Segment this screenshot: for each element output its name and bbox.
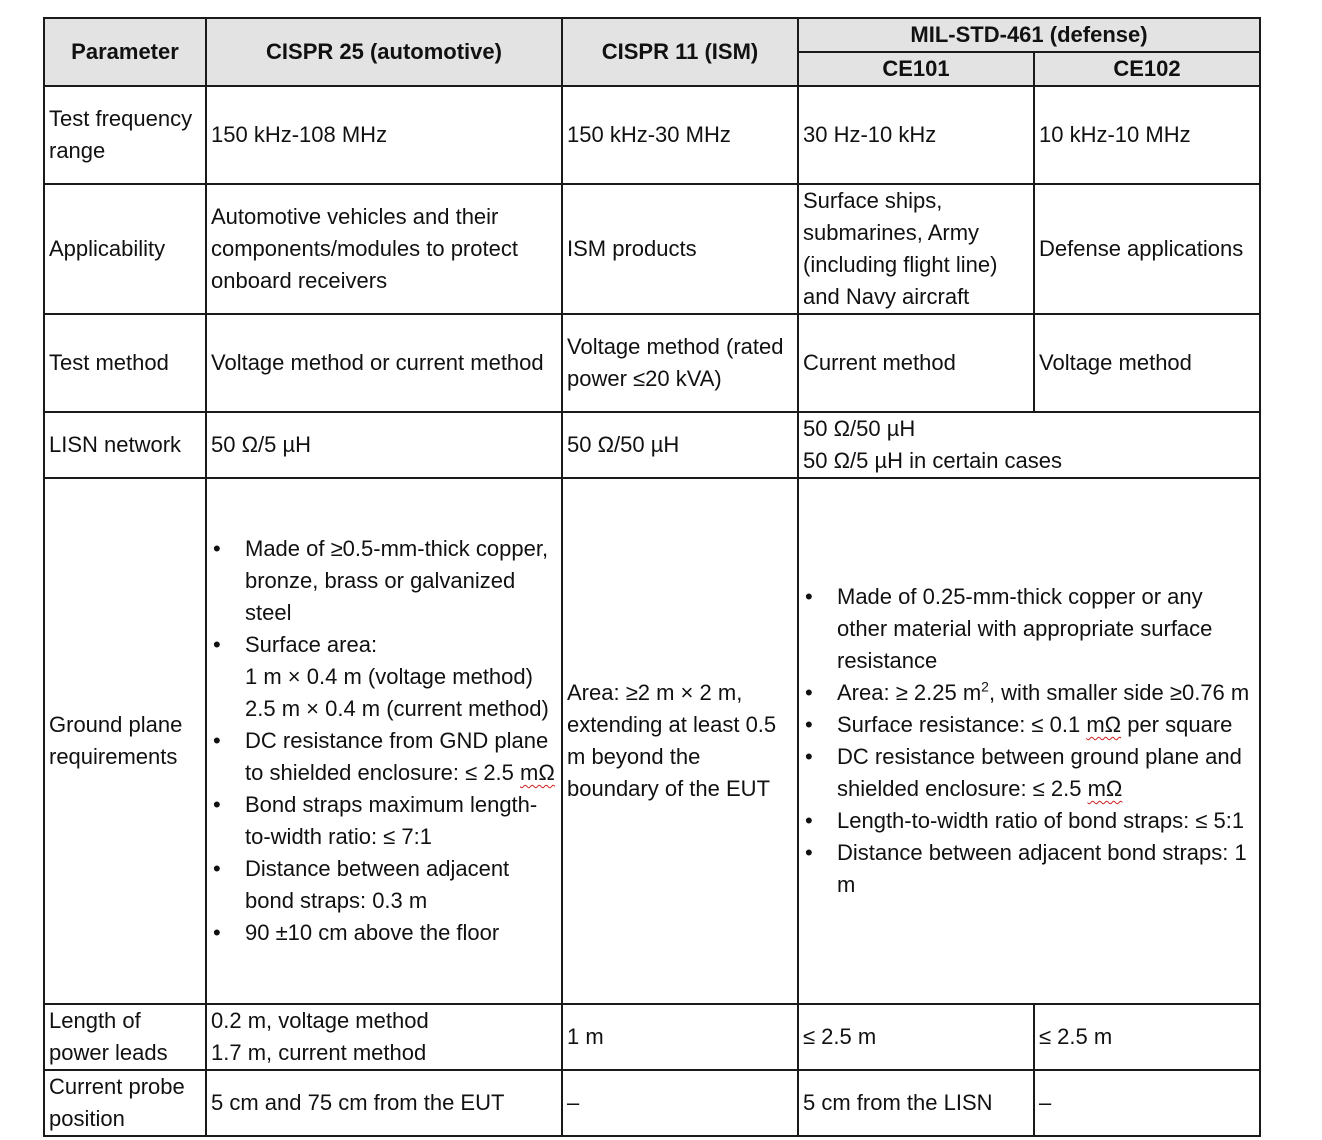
probe-cispr25: 5 cm and 75 cm from the EUT: [206, 1070, 562, 1136]
leads-ce101: ≤ 2.5 m: [798, 1004, 1034, 1070]
row-frequency: [44, 86, 1260, 184]
ground-mil: [798, 478, 1260, 1004]
list-item: • Distance between adjacent bond straps: 1 m: [803, 837, 1255, 901]
method-cispr25: Voltage method or current method: [206, 314, 562, 412]
list-item: • Made of 0.25-mm-thick copper or any other material with appropriate surface resistance: [803, 581, 1255, 677]
ground-area-heading: • Surface area:: [245, 632, 378, 657]
list-item: [211, 725, 557, 789]
freq-cispr25: 150 kHz-108 MHz: [206, 86, 562, 184]
area-superscript: 2: [981, 678, 989, 695]
row-power-leads: [44, 1004, 1260, 1070]
applicability-ce102: Defense applications: [1034, 184, 1260, 314]
list-item: • Length-to-width ratio of bond straps: ≤ 5:1: [803, 805, 1255, 837]
header-parameter: Parameter: [44, 18, 206, 86]
row-lisn: [44, 412, 1260, 478]
method-cispr11: Voltage method (rated power ≤20 kVA): [562, 314, 798, 412]
surface-resistance-unit: mΩ: [1086, 712, 1122, 737]
dc-resistance-text: DC resistance from GND plane to shielded enclosure: ≤ 2.5: [245, 728, 549, 785]
ground-area-current: 2.5 m × 0.4 m (current method): [245, 696, 549, 721]
list-item: • Distance between adjacent bond straps: 0.3 m: [211, 853, 557, 917]
list-item: [803, 741, 1255, 805]
row-test-method: [44, 314, 1260, 412]
probe-cispr11: –: [562, 1070, 798, 1136]
dc-resistance-unit: mΩ: [520, 760, 555, 785]
row-applicability: [44, 184, 1260, 314]
lisn-mil-line2: 50 Ω/5 µH in certain cases: [803, 448, 1063, 473]
label-lisn: LISN network: [44, 412, 206, 478]
label-ground-plane: Ground plane requirements: [44, 478, 206, 1004]
ground-cispr25: [206, 478, 562, 1004]
list-item: [803, 677, 1255, 709]
surface-resistance-text: Surface resistance: ≤ 0.1: [837, 712, 1087, 737]
freq-ce102: 10 kHz-10 MHz: [1034, 86, 1260, 184]
applicability-cispr25: Automotive vehicles and their components/modules to protect onboard receivers: [206, 184, 562, 314]
leads-cispr25: [206, 1004, 562, 1070]
emission-standards-table: [43, 17, 1261, 1137]
header-ce102: CE102: [1034, 52, 1260, 86]
area-text: Area: ≥ 2.25 m: [837, 680, 982, 705]
probe-ce101: 5 cm from the LISN: [798, 1070, 1034, 1136]
lisn-cispr11: 50 Ω/50 µH: [562, 412, 798, 478]
leads-cispr25-line2: 1.7 m, current method: [211, 1040, 427, 1065]
freq-cispr11: 150 kHz-30 MHz: [562, 86, 798, 184]
lisn-cispr25: 50 Ω/5 µH: [206, 412, 562, 478]
leads-cispr11: 1 m: [562, 1004, 798, 1070]
leads-cispr25-line1: 0.2 m, voltage method: [211, 1008, 429, 1033]
list-item: • Bond straps maximum length-to-width ratio: ≤ 7:1: [211, 789, 557, 853]
header-mil-std: MIL-STD-461 (defense): [798, 18, 1260, 52]
label-probe-position: Current probe position: [44, 1070, 206, 1136]
leads-ce102: ≤ 2.5 m: [1034, 1004, 1260, 1070]
header-cispr11: CISPR 11 (ISM): [562, 18, 798, 86]
header-ce101: CE101: [798, 52, 1034, 86]
ground-cispr11: Area: ≥2 m × 2 m, extending at least 0.5 m beyond the boundary of the EUT: [562, 478, 798, 1004]
label-power-leads: Length of power leads: [44, 1004, 206, 1070]
surface-resistance-post: per square: [1121, 712, 1233, 737]
probe-ce102: –: [1034, 1070, 1260, 1136]
ground-mil-list: [803, 581, 1255, 901]
list-item: • 90 ±10 cm above the floor: [211, 917, 557, 949]
applicability-cispr11: ISM products: [562, 184, 798, 314]
area-text-post: , with smaller side ≥0.76 m: [988, 680, 1250, 705]
row-ground-plane: [44, 478, 1260, 1004]
list-item: • Made of ≥0.5-mm-thick copper, bronze, brass or galvanized steel: [211, 533, 557, 629]
label-frequency: Test frequency range: [44, 86, 206, 184]
label-test-method: Test method: [44, 314, 206, 412]
method-ce102: Voltage method: [1034, 314, 1260, 412]
lisn-mil: [798, 412, 1260, 478]
label-applicability: Applicability: [44, 184, 206, 314]
ground-cispr25-list: [211, 533, 557, 949]
ground-area-voltage: 1 m × 0.4 m (voltage method): [245, 664, 533, 689]
freq-ce101: 30 Hz-10 kHz: [798, 86, 1034, 184]
lisn-mil-line1: 50 Ω/50 µH: [803, 416, 916, 441]
mil-dc-resistance-unit: mΩ: [1087, 776, 1123, 801]
header-cispr25: CISPR 25 (automotive): [206, 18, 562, 86]
mil-dc-resistance-text: DC resistance between ground plane and shielded enclosure: ≤ 2.5: [837, 744, 1242, 801]
list-item: [803, 709, 1255, 741]
list-item: [211, 629, 557, 725]
method-ce101: Current method: [798, 314, 1034, 412]
applicability-ce101: Surface ships, submarines, Army (including flight line) and Navy aircraft: [798, 184, 1034, 314]
row-probe-position: [44, 1070, 1260, 1136]
